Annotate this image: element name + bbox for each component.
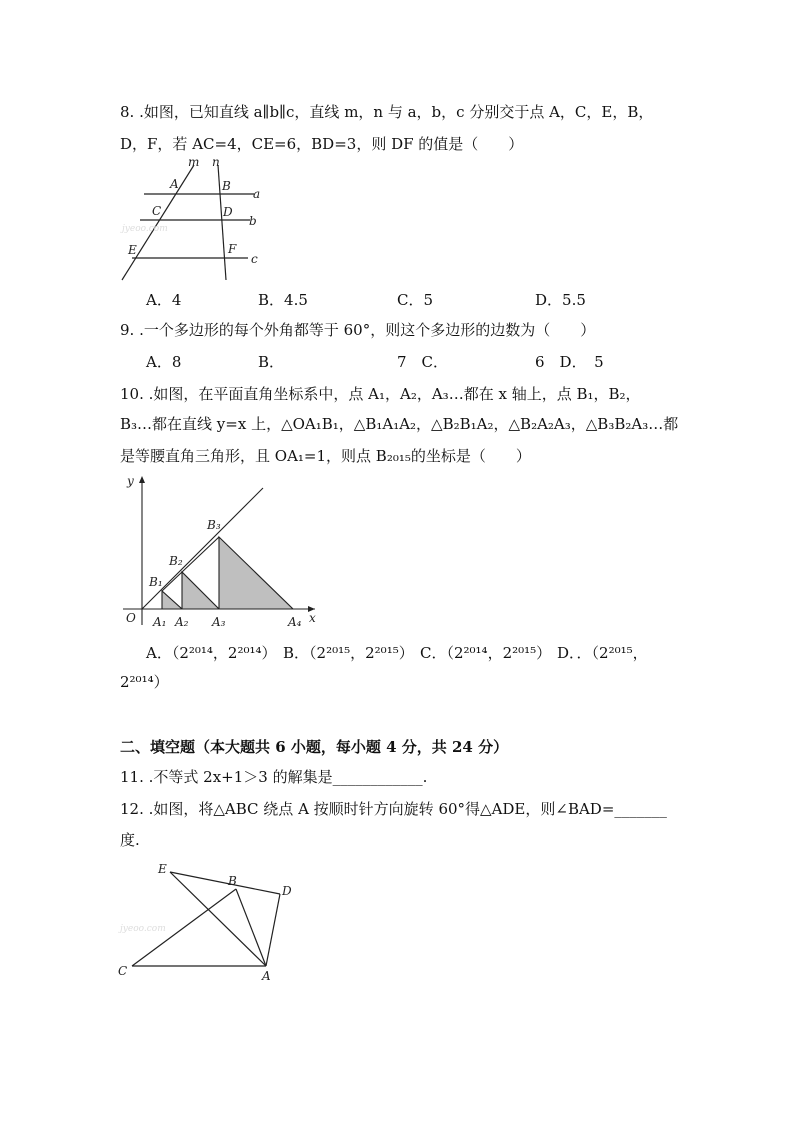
label-y: y <box>127 474 134 488</box>
segment-EA <box>170 872 266 966</box>
label-C: C <box>152 204 162 218</box>
line-m <box>122 165 194 280</box>
label-B2: B₂ <box>169 554 183 568</box>
q10-option-a: A．（2²⁰¹⁴，2²⁰¹⁴） <box>146 644 277 662</box>
q8-figure <box>110 155 270 285</box>
label-B1: B₁ <box>149 575 163 589</box>
label-c: c <box>251 252 258 266</box>
q10-figure <box>115 470 325 630</box>
q8-option-d: D．5.5 <box>535 291 586 309</box>
q10-option-d: D．．（2²⁰¹⁵， <box>557 644 648 662</box>
q9-text-line1: 9. .一个多边形的每个外角都等于 60°，则这个多边形的边数为（ ） <box>120 321 596 339</box>
label-C: C <box>118 964 128 978</box>
label-A: A <box>170 177 179 191</box>
label-m: m <box>188 155 200 169</box>
q10-text-line2: B₃…都在直线 y=x 上，△OA₁B₁，△B₁A₁A₂，△B₂B₁A₂，△B₂A₂A₃，△B₃B₂A₃…都 <box>120 415 679 433</box>
section-heading: 二、填空题（本大题共 6 小题，每小题 4 分，共 24 分） <box>120 738 509 756</box>
label-D: D <box>282 884 292 898</box>
label-B3: B₃ <box>207 518 221 532</box>
q12-text-line1: 12. .如图，将△ABC 绕点 A 按顺时针方向旋转 60°得△ADE，则∠BAD=_______ <box>120 800 667 818</box>
q9-option-a: A．8 <box>146 353 182 371</box>
triangle-B1A1A2 <box>162 591 182 609</box>
label-B: B <box>222 179 231 193</box>
label-F: F <box>228 242 237 256</box>
label-b: b <box>249 214 257 228</box>
label-A3: A₃ <box>212 615 226 629</box>
q12-figure <box>110 855 310 990</box>
segment-ED <box>170 872 280 894</box>
label-x: x <box>309 611 316 625</box>
triangle-B2A2A3 <box>182 572 219 609</box>
q10-option-b: B．（2²⁰¹⁵，2²⁰¹⁵） <box>283 644 414 662</box>
watermark: jyeoo.com <box>120 924 166 934</box>
label-A1: A₁ <box>153 615 167 629</box>
q9-option-c: 7 C． <box>397 353 449 371</box>
label-A2: A₂ <box>175 615 189 629</box>
label-A: A <box>262 969 271 983</box>
q8-text-line2: D，F，若 AC=4，CE=6，BD=3，则 DF 的值是（ ） <box>120 135 524 153</box>
q8-option-b: B．4.5 <box>258 291 308 309</box>
watermark: jyeoo.com <box>122 224 168 234</box>
q10-text-line3: 是等腰直角三角形，且 OA₁=1，则点 B₂₀₁₅的坐标是（ ） <box>120 447 531 465</box>
label-D: D <box>223 205 233 219</box>
q12-text-line2: 度. <box>120 831 140 849</box>
segment-DA <box>266 894 280 966</box>
q9-option-b: B． <box>258 353 285 371</box>
label-E: E <box>158 862 167 876</box>
label-A4: A₄ <box>288 615 302 629</box>
q8-text-line1: 8. .如图，已知直线 a∥b∥c，直线 m，n 与 a，b，c 分别交于点 A，C，E，B， <box>120 103 654 121</box>
q8-option-c: C．5 <box>397 291 434 309</box>
label-n: n <box>212 155 220 169</box>
triangle-B3A3A4 <box>219 537 293 609</box>
q8-option-a: A．4 <box>146 291 182 309</box>
label-a: a <box>253 187 261 201</box>
q10-option-d-continued: 2²⁰¹⁴） <box>120 673 169 691</box>
q9-option-d: 6 D． 5 <box>535 353 604 371</box>
y-axis-arrow <box>139 476 145 483</box>
q10-option-c: C．（2²⁰¹⁴，2²⁰¹⁵） <box>420 644 552 662</box>
q10-text-line1: 10. .如图，在平面直角坐标系中，点 A₁，A₂，A₃…都在 x 轴上，点 B₁，B₂， <box>120 385 641 403</box>
segment-BA <box>236 889 266 966</box>
label-B: B <box>228 874 237 888</box>
label-O: O <box>126 611 136 625</box>
label-E: E <box>128 243 137 257</box>
q11-text-line1: 11. .不等式 2x+1＞3 的解集是____________. <box>120 768 428 786</box>
